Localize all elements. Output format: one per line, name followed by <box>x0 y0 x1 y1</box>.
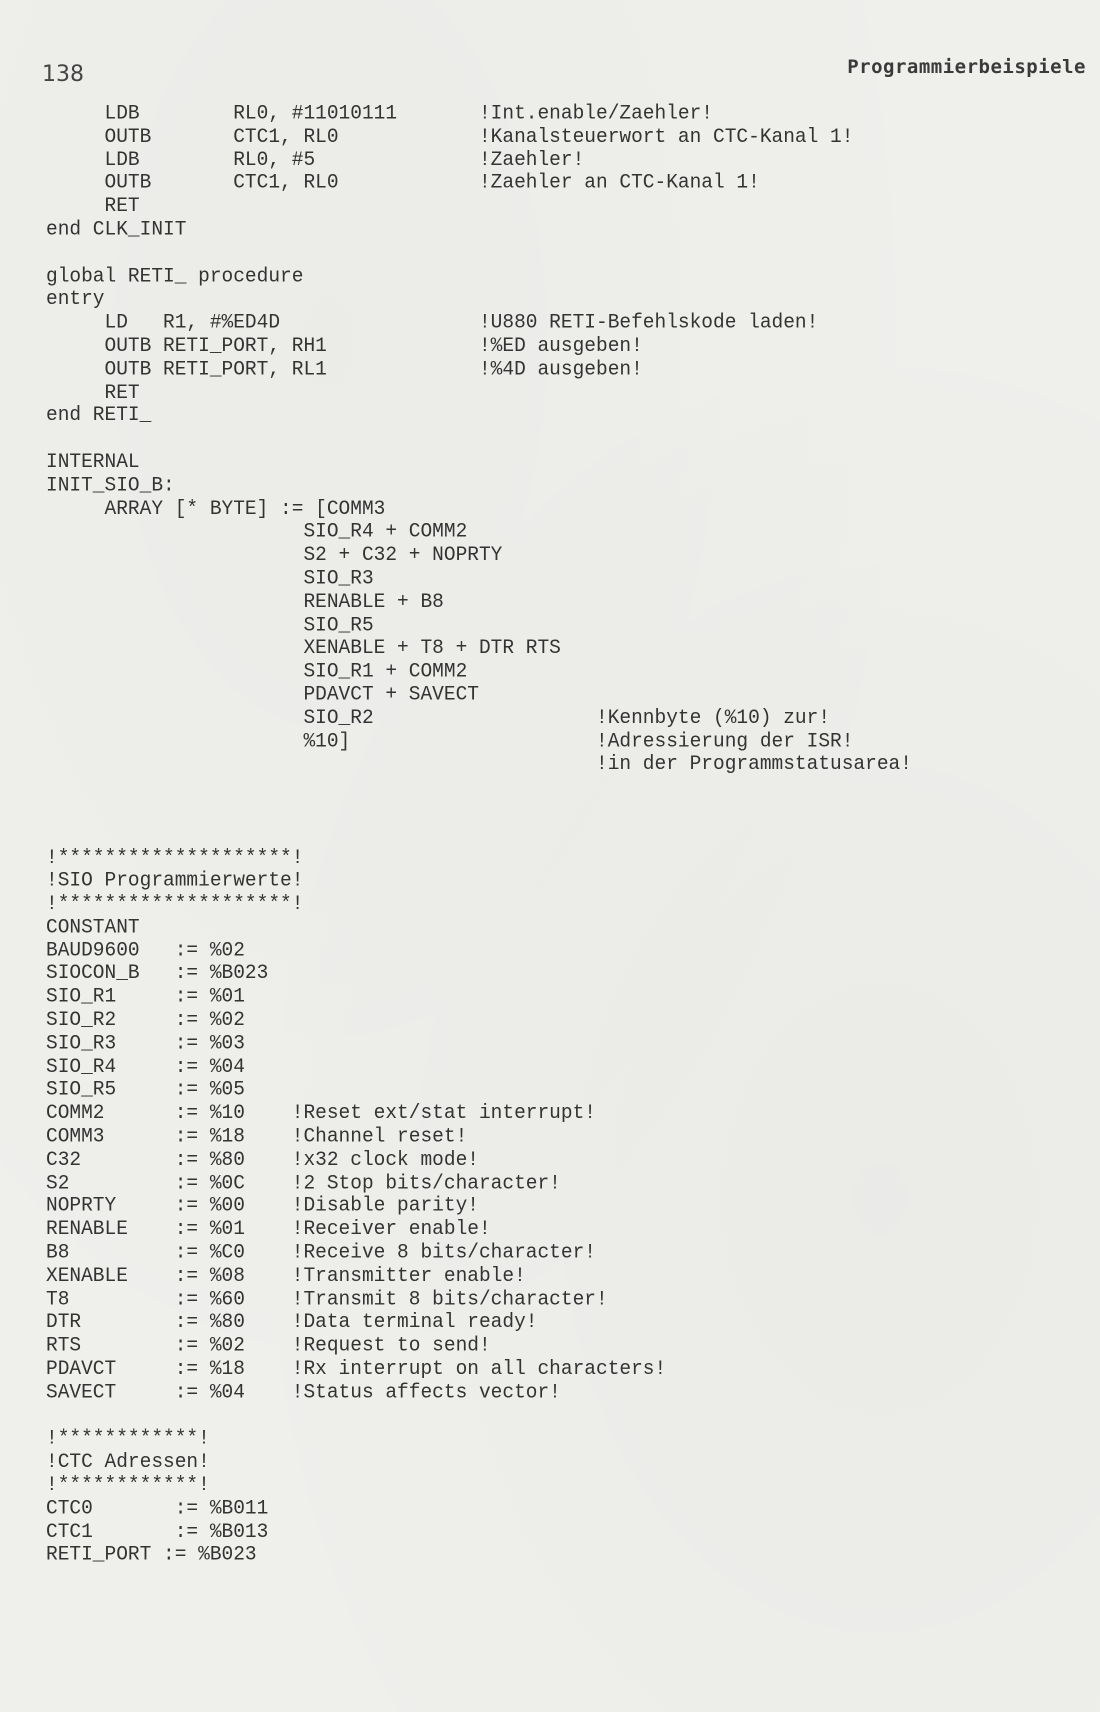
code-line: SIO_R5 <box>46 613 374 637</box>
code-line: !************! <box>46 1473 210 1497</box>
code-line: RET <box>46 195 140 218</box>
code-line: OUTB RETI_PORT, RH1 !%ED ausgeben! <box>46 334 643 357</box>
code-line: SIO_R4 + COMM2 <box>46 520 468 543</box>
code-line: !********************! <box>46 892 304 916</box>
code-line: OUTB CTC1, RL0 !Zaehler an CTC-Kanal 1! <box>46 171 760 195</box>
code-line: SIO_R3 <box>46 567 374 590</box>
code-line: PDAVCT := %18 !Rx interrupt on all characters! <box>46 1357 667 1381</box>
code-line: LD R1, #%ED4D !U880 RETI-Befehlskode laden! <box>46 311 819 334</box>
code-line: CONSTANT <box>46 915 140 939</box>
code-line: T8 := %60 !Transmit 8 bits/character! <box>46 1287 608 1311</box>
code-line: SIO_R1 := %01 <box>46 985 245 1009</box>
code-line: B8 := %C0 !Receive 8 bits/character! <box>46 1241 596 1264</box>
code-line: RET <box>46 381 140 404</box>
code-line: !CTC Adressen! <box>46 1450 210 1474</box>
code-line: !************! <box>46 1427 210 1450</box>
code-line: COMM2 := %10 !Reset ext/stat interrupt! <box>46 1101 596 1125</box>
code-line: BAUD9600 := %02 <box>46 939 245 962</box>
code-line: NOPRTY := %00 !Disable parity! <box>46 1194 479 1218</box>
code-line: RENABLE := %01 !Receiver enable! <box>46 1218 491 1241</box>
code-line: XENABLE + T8 + DTR RTS <box>46 636 561 660</box>
code-line <box>46 242 1091 265</box>
code-line: SAVECT := %04 !Status affects vector! <box>46 1380 561 1404</box>
code-line: SIO_R2 := %02 <box>46 1008 245 1032</box>
code-line: SIO_R2 !Kennbyte (%10) zur! <box>46 706 831 730</box>
code-line <box>46 776 1091 799</box>
code-listing <box>46 102 1091 1567</box>
code-line: S2 := %0C !2 Stop bits/character! <box>46 1171 561 1195</box>
code-line: %10] !Adressierung der ISR! <box>46 729 854 753</box>
code-line: SIO_R5 := %05 <box>46 1078 245 1102</box>
code-line: !in der Programmstatusarea! <box>46 753 912 776</box>
code-line <box>46 1404 1091 1427</box>
code-line: SIO_R3 := %03 <box>46 1032 245 1055</box>
code-line: XENABLE := %08 !Transmitter enable! <box>46 1264 526 1288</box>
code-line: S2 + C32 + NOPRTY <box>46 543 503 567</box>
code-line: ARRAY [* BYTE] := [COMM3 <box>46 497 386 520</box>
page-number: 138 <box>42 62 84 87</box>
code-line: !SIO Programmierwerte! <box>46 869 304 892</box>
code-line: OUTB CTC1, RL0 !Kanalsteuerwort an CTC-Kanal 1! <box>46 125 854 148</box>
code-line: entry <box>46 288 105 311</box>
code-line: SIO_R4 := %04 <box>46 1055 245 1078</box>
code-line: DTR := %80 !Data terminal ready! <box>46 1311 538 1334</box>
running-head: Programmierbeispiele <box>847 56 1086 78</box>
code-line: INTERNAL <box>46 450 140 474</box>
code-line: PDAVCT + SAVECT <box>46 683 479 706</box>
code-line: end RETI_ <box>46 404 152 427</box>
code-line: global RETI_ procedure <box>46 264 304 288</box>
code-line: CTC1 := %B013 <box>46 1520 269 1543</box>
code-line: LDB RL0, #11010111 !Int.enable/Zaehler! <box>46 102 714 125</box>
code-line: OUTB RETI_PORT, RL1 !%4D ausgeben! <box>46 357 643 381</box>
code-line: COMM3 := %18 !Channel reset! <box>46 1125 468 1148</box>
code-line <box>46 428 1091 451</box>
code-line: !********************! <box>46 846 304 869</box>
code-line: LDB RL0, #5 !Zaehler! <box>46 148 585 171</box>
code-line: RTS := %02 !Request to send! <box>46 1334 491 1357</box>
code-line: C32 := %80 !x32 clock mode! <box>46 1148 479 1171</box>
code-line: RENABLE + B8 <box>46 590 444 613</box>
code-line <box>46 800 1091 823</box>
code-line: CTC0 := %B011 <box>46 1497 269 1520</box>
code-line: SIOCON_B := %B023 <box>46 962 269 985</box>
code-line: end CLK_INIT <box>46 218 187 241</box>
code-line: INIT_SIO_B: <box>46 474 175 497</box>
code-line: RETI_PORT := %B023 <box>46 1543 257 1567</box>
code-line: SIO_R1 + COMM2 <box>46 660 468 683</box>
code-line <box>46 823 1091 846</box>
